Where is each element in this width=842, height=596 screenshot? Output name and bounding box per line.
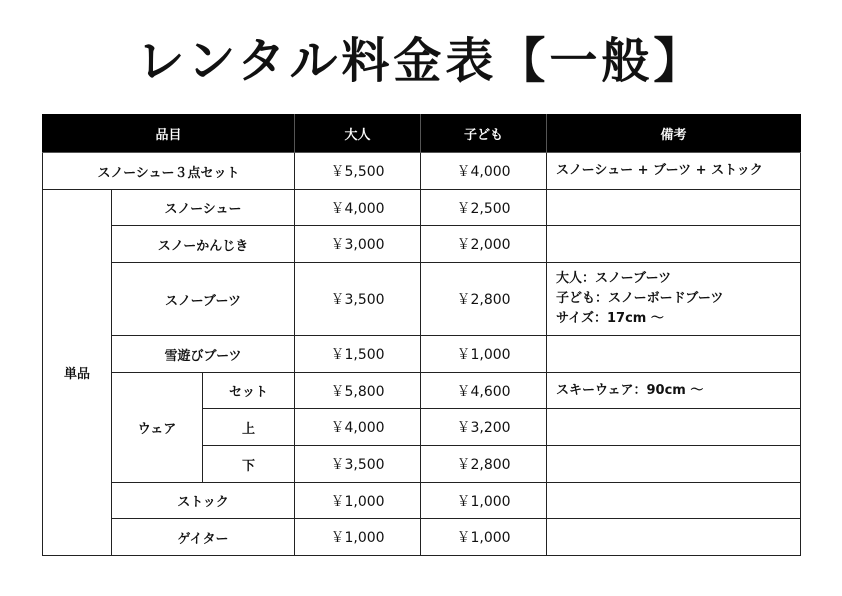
note: スノーシュー + ブーツ + ストック bbox=[547, 153, 801, 190]
item-label: 上 bbox=[203, 409, 295, 446]
note bbox=[547, 336, 801, 373]
item-label: スノーシュー bbox=[112, 190, 295, 226]
header-child: 子ども bbox=[421, 115, 547, 153]
adult-price: ￥3,500 bbox=[295, 446, 421, 483]
table-row bbox=[43, 190, 801, 226]
table-row bbox=[43, 336, 801, 373]
item-label: セット bbox=[203, 373, 295, 409]
item-label: スノーブーツ bbox=[112, 263, 295, 336]
table-header-row bbox=[43, 115, 801, 153]
wear-label: ウェア bbox=[112, 373, 203, 483]
note bbox=[547, 446, 801, 483]
adult-price: ￥4,000 bbox=[295, 190, 421, 226]
note bbox=[547, 190, 801, 226]
adult-price: ￥1,500 bbox=[295, 336, 421, 373]
item-label: スノーかんじき bbox=[112, 226, 295, 263]
rental-price-table bbox=[42, 114, 801, 556]
child-price: ￥1,000 bbox=[421, 519, 547, 556]
table-row bbox=[43, 226, 801, 263]
child-price: ￥2,800 bbox=[421, 446, 547, 483]
header-item: 品目 bbox=[43, 115, 295, 153]
note bbox=[547, 263, 801, 336]
child-price: ￥2,800 bbox=[421, 263, 547, 336]
child-price: ￥3,200 bbox=[421, 409, 547, 446]
page-title: レンタル料金表【一般】 bbox=[136, 33, 706, 89]
child-price: ￥2,000 bbox=[421, 226, 547, 263]
adult-price: ￥4,000 bbox=[295, 409, 421, 446]
adult-price: ￥3,000 bbox=[295, 226, 421, 263]
adult-price: ￥1,000 bbox=[295, 519, 421, 556]
table-row bbox=[43, 373, 801, 409]
note bbox=[547, 226, 801, 263]
note-line: 子ども：スノーボードブーツ bbox=[556, 291, 724, 306]
item-label: ストック bbox=[112, 483, 295, 519]
header-notes: 備考 bbox=[547, 115, 801, 153]
adult-price: ￥3,500 bbox=[295, 263, 421, 336]
child-price: ￥1,000 bbox=[421, 483, 547, 519]
adult-price: ￥1,000 bbox=[295, 483, 421, 519]
note bbox=[547, 519, 801, 556]
child-price: ￥1,000 bbox=[421, 336, 547, 373]
child-price: ￥4,600 bbox=[421, 373, 547, 409]
item-label: 雪遊びブーツ bbox=[112, 336, 295, 373]
table-row bbox=[43, 519, 801, 556]
header-adult: 大人 bbox=[295, 115, 421, 153]
adult-price: ￥5,500 bbox=[295, 153, 421, 190]
single-items-label: 単品 bbox=[43, 190, 112, 556]
table-row bbox=[43, 483, 801, 519]
note-line: 大人：スノーブーツ bbox=[556, 271, 672, 286]
table-row bbox=[43, 263, 801, 336]
child-price: ￥4,000 bbox=[421, 153, 547, 190]
note: スキーウェア：90cm ～ bbox=[547, 373, 801, 409]
note bbox=[547, 483, 801, 519]
item-label: スノーシュー３点セット bbox=[43, 153, 295, 190]
child-price: ￥2,500 bbox=[421, 190, 547, 226]
item-label: 下 bbox=[203, 446, 295, 483]
note-line: サイズ：17cm ～ bbox=[556, 311, 664, 326]
note bbox=[547, 409, 801, 446]
adult-price: ￥5,800 bbox=[295, 373, 421, 409]
item-label: ゲイター bbox=[112, 519, 295, 556]
table-row bbox=[43, 153, 801, 190]
